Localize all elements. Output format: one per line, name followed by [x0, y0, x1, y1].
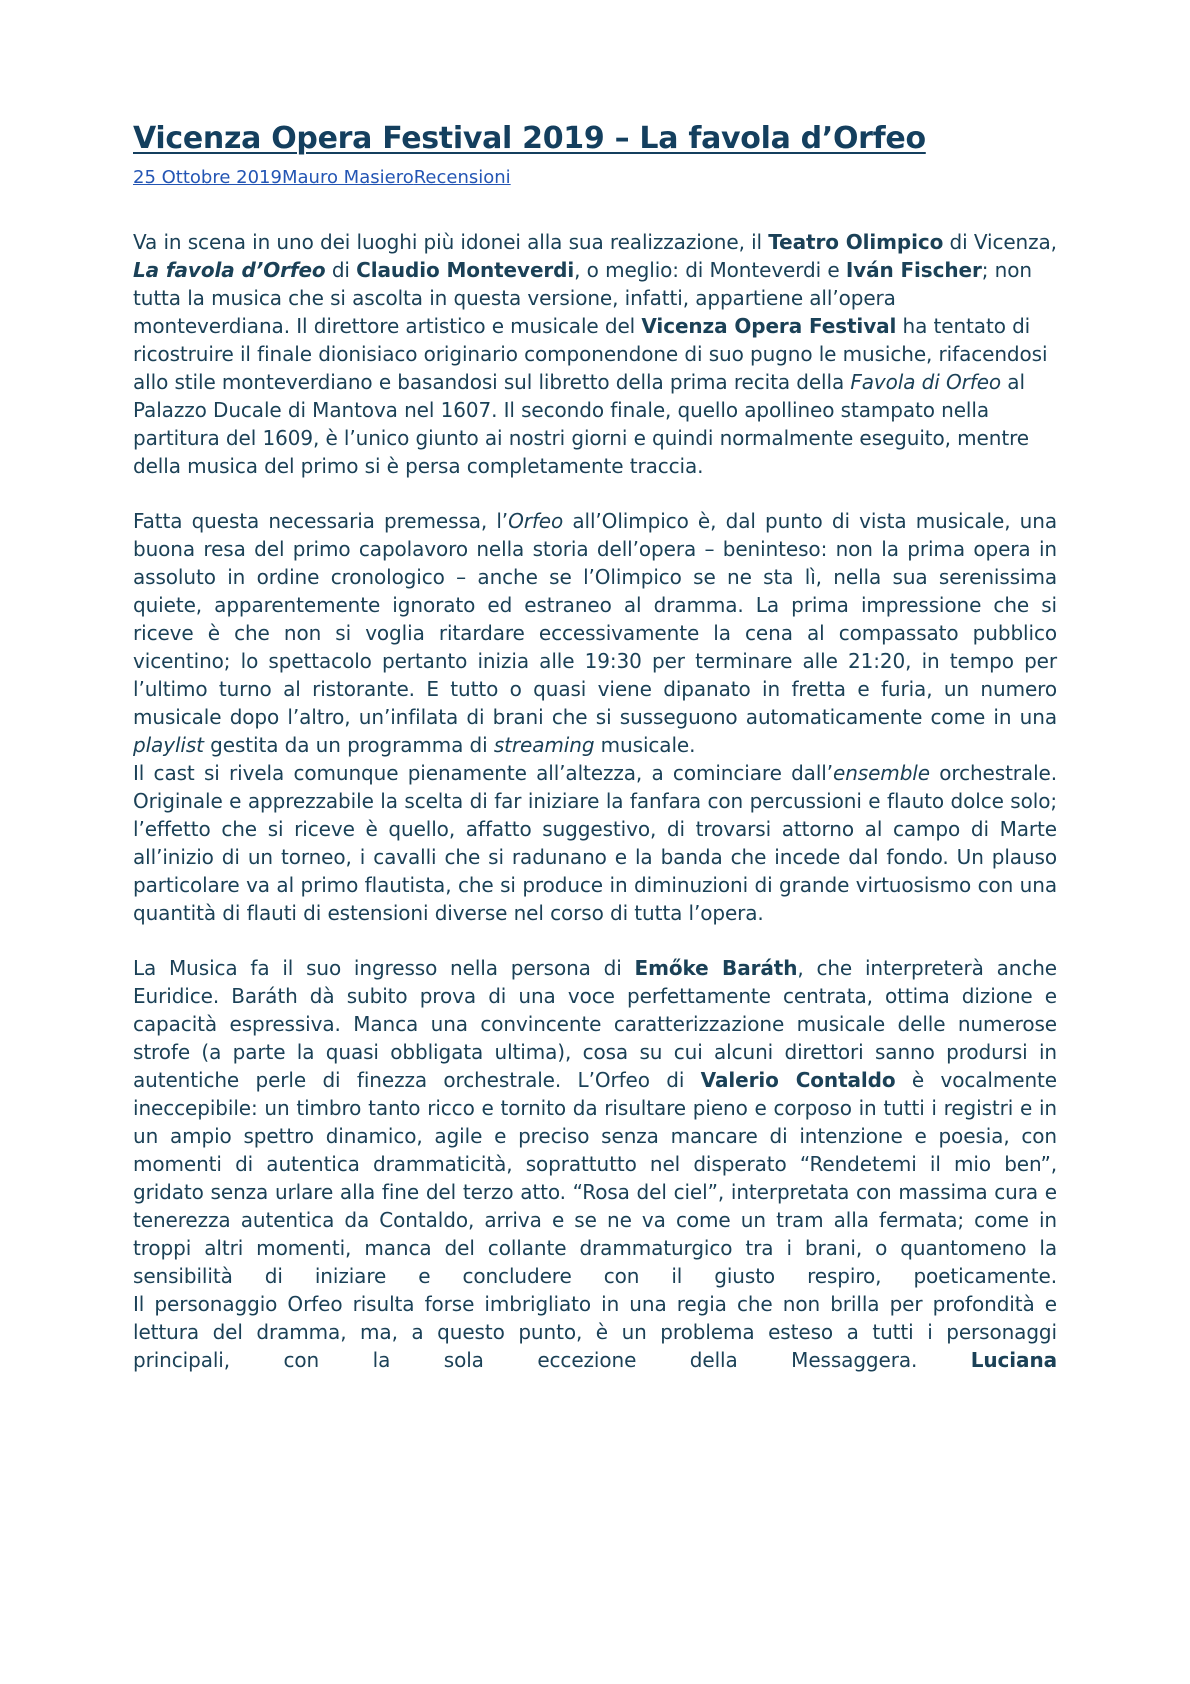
text-run: Valerio Contaldo	[700, 1068, 896, 1092]
text-run: orchestrale. Originale e apprezzabile la scelta di far iniziare la fanfara con percussioni e flauto dolce solo; l’effetto che si riceve è quello, affatto suggestivo, di trovarsi attorno al campo di Marte all’inizio di un torneo, i cavalli che si radunano e la banda che incede dal fondo. Un plauso particolare va al primo flautista, che si produce in diminuzioni di grande virtuosismo con una quantità di flauti di estensioni diverse nel corso di tutta l’opera.	[133, 761, 1058, 925]
text-run: playlist	[133, 733, 204, 757]
paragraph	[133, 954, 1057, 1290]
text-run: Il personaggio Orfeo risulta forse imbrigliato in una regia che non brilla per profondità e lettura del dramma, ma, a questo punto, è un problema esteso a tutti i personaggi principali, con la sola eccezione della Messaggera.	[133, 1292, 1057, 1372]
article-meta	[133, 166, 1057, 190]
text-run: Luciana	[970, 1348, 1057, 1372]
post-date-link[interactable]: 25 Ottobre 2019	[133, 167, 282, 188]
paragraph	[133, 228, 1057, 480]
article-body	[133, 228, 1057, 1374]
text-run: Orfeo	[508, 509, 564, 533]
text-run: Il cast si rivela comunque pienamente all’altezza, a cominciare dall’	[133, 761, 833, 785]
text-run: Fatta questa necessaria premessa, l’	[133, 509, 509, 533]
text-run: Iván Fischer	[845, 258, 982, 282]
paragraph	[133, 759, 1057, 927]
text-run: Emőke Baráth	[634, 956, 798, 980]
text-run: Claudio Monteverdi	[356, 258, 575, 282]
text-run: , o meglio: di Monteverdi e	[574, 258, 846, 282]
author-link[interactable]: Mauro Masiero	[281, 167, 414, 188]
text-run: all’Olimpico è, dal punto di vista musicale, una buona resa del primo capolavoro nella storia dell’opera – beninteso: non la prima opera in assoluto in ordine cronologico – anche se l’Olimpico se ne sta lì, nella sua serenissima quiete, apparentemente ignorato ed estraneo al dramma. La prima impressione che si riceve è che non si voglia ritardare eccessivamente la cena al compassato pubblico vicentino; lo spettacolo pertanto inizia alle 19:30 per terminare alle 21:20, in tempo per l’ultimo turno al ristorante. E tutto o quasi viene dipanato in fretta e furia, un numero musicale dopo l’altro, un’infilata di brani che si susseguono automaticamente come in una	[133, 509, 1057, 729]
text-run: musicale.	[594, 733, 696, 757]
paragraph	[133, 1290, 1057, 1374]
text-run: Teatro Olimpico	[768, 230, 944, 254]
text-run: ensemble	[833, 761, 930, 785]
text-run: La favola d’Orfeo	[133, 258, 326, 282]
text-run: ; non tutta la musica che si ascolta in questa versione, infatti, appartiene all’opera monteverdiana. Il direttore artistico e musicale del	[133, 258, 1032, 338]
paragraph	[133, 507, 1057, 759]
text-run: è vocalmente ineccepibile: un timbro tanto ricco e tornito da risultare pieno e corposo in tutti i registri e in un ampio spettro dinamico, agile e preciso senza mancare di intenzione e poesia, con momenti di autentica drammaticità, soprattutto nel disperato “Rendetemi il mio ben”, gridato senza urlare alla fine del terzo atto. “Rosa del ciel”, interpretata con massima cura e tenerezza autentica da Contaldo, arriva e se ne va come un tram alla fermata; come in troppi altri momenti, manca del collante drammaturgico tra i brani, o quantomeno la sensibilità di iniziare e concludere con il giusto respiro, poeticamente.	[133, 1068, 1057, 1288]
text-run: Va in scena in uno dei luoghi più idonei alla sua realizzazione, il	[133, 230, 769, 254]
text-run: di Vicenza,	[943, 230, 1057, 254]
text-run: La Musica fa il suo ingresso nella persona di	[133, 956, 635, 980]
text-run: , che interpreterà anche Euridice. Baráth dà subito prova di una voce perfettamente centrata, ottima dizione e capacità espressiva. Manca una convincente caratterizzazione musicale delle numerose strofe (a parte la quasi obbligata ultima), cosa su cui alcuni direttori sanno prodursi in autentiche perle di finezza orchestrale. L’Orfeo di	[133, 956, 1057, 1092]
text-run: gestita da un programma di	[203, 733, 494, 757]
category-link[interactable]: Recensioni	[413, 167, 511, 188]
text-run: Vicenza Opera Festival	[641, 314, 897, 338]
text-run: ha tentato di ricostruire il finale dionisiaco originario componendone di suo pugno le musiche, rifacendosi allo stile monteverdiano e basandosi sul libretto della prima recita della	[133, 314, 1048, 394]
article-title: Vicenza Opera Festival 2019 – La favola d’Orfeo	[133, 121, 926, 156]
text-run: di	[325, 258, 357, 282]
text-run: Favola di Orfeo	[850, 370, 1002, 394]
text-run: streaming	[493, 733, 595, 757]
text-run: al Palazzo Ducale di Mantova nel 1607. Il secondo finale, quello apollineo stampato nella partitura del 1609, è l’unico giunto ai nostri giorni e quindi normalmente eseguito, mentre della musica del primo si è persa completamente traccia.	[133, 370, 1029, 478]
